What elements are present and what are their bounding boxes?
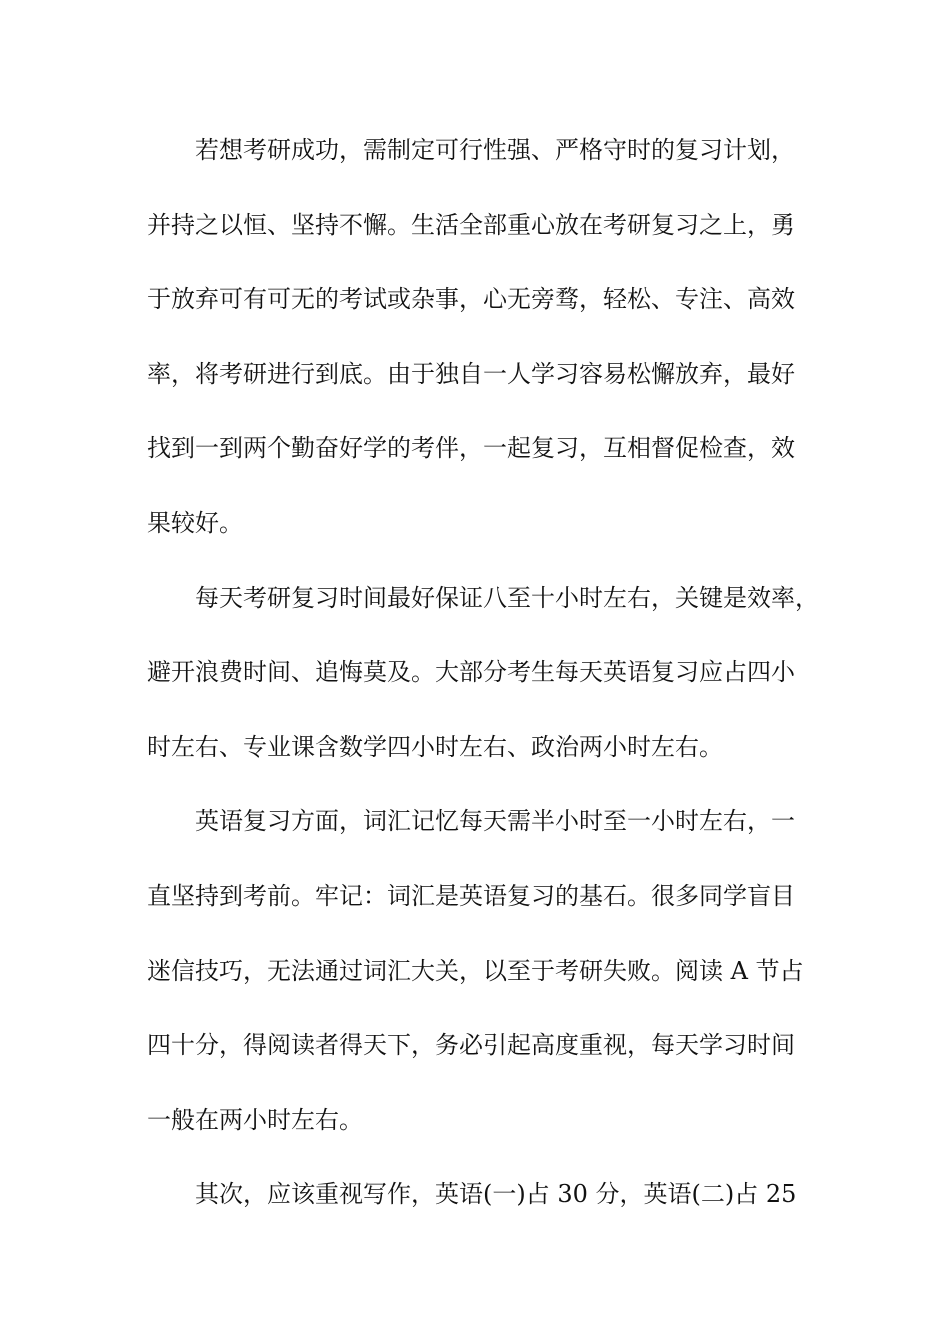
- text-line: 避开浪费时间、追悔莫及。大部分考生每天英语复习应占四小: [147, 658, 795, 687]
- document-body: [147, 113, 819, 1232]
- text-line: 于放弃可有可无的考试或杂事，心无旁骛，轻松、专注、高效: [147, 285, 795, 314]
- text-line: 并持之以恒、坚持不懈。生活全部重心放在考研复习之上，勇: [147, 210, 795, 239]
- text-line: 直坚持到考前。牢记：词汇是英语复习的基石。很多同学盲目: [147, 881, 795, 910]
- text-line: 率，将考研进行到底。由于独自一人学习容易松懈放弃，最好: [147, 359, 795, 388]
- text-line: 英语复习方面，词汇记忆每天需半小时至一小时左右，一: [195, 807, 795, 836]
- paragraph-writing: [147, 1157, 807, 1232]
- text-line: 找到一到两个勤奋好学的考伴，一起复习，互相督促检查，效: [147, 434, 795, 463]
- text-line: 一般在两小时左右。: [147, 1105, 363, 1134]
- paragraph-study-plan: [147, 113, 807, 561]
- text-line: 时左右、专业课含数学四小时左右、政治两小时左右。: [147, 732, 723, 761]
- text-line: 迷信技巧，无法通过词汇大关，以至于考研失败。阅读 A 节占: [147, 956, 804, 985]
- text-line: 四十分，得阅读者得天下，务必引起高度重视，每天学习时间: [147, 1031, 795, 1060]
- text-line: 若想考研成功，需制定可行性强、严格守时的复习计划，: [195, 136, 795, 164]
- text-line: 果较好。: [147, 508, 243, 537]
- text-line: 每天考研复习时间最好保证八至十小时左右，关键是效率，: [195, 583, 819, 612]
- paragraph-daily-time: [147, 561, 819, 785]
- paragraph-english-review: [147, 784, 807, 1157]
- text-line: 其次，应该重视写作，英语(一)占 30 分，英语(二)占 25: [195, 1180, 797, 1209]
